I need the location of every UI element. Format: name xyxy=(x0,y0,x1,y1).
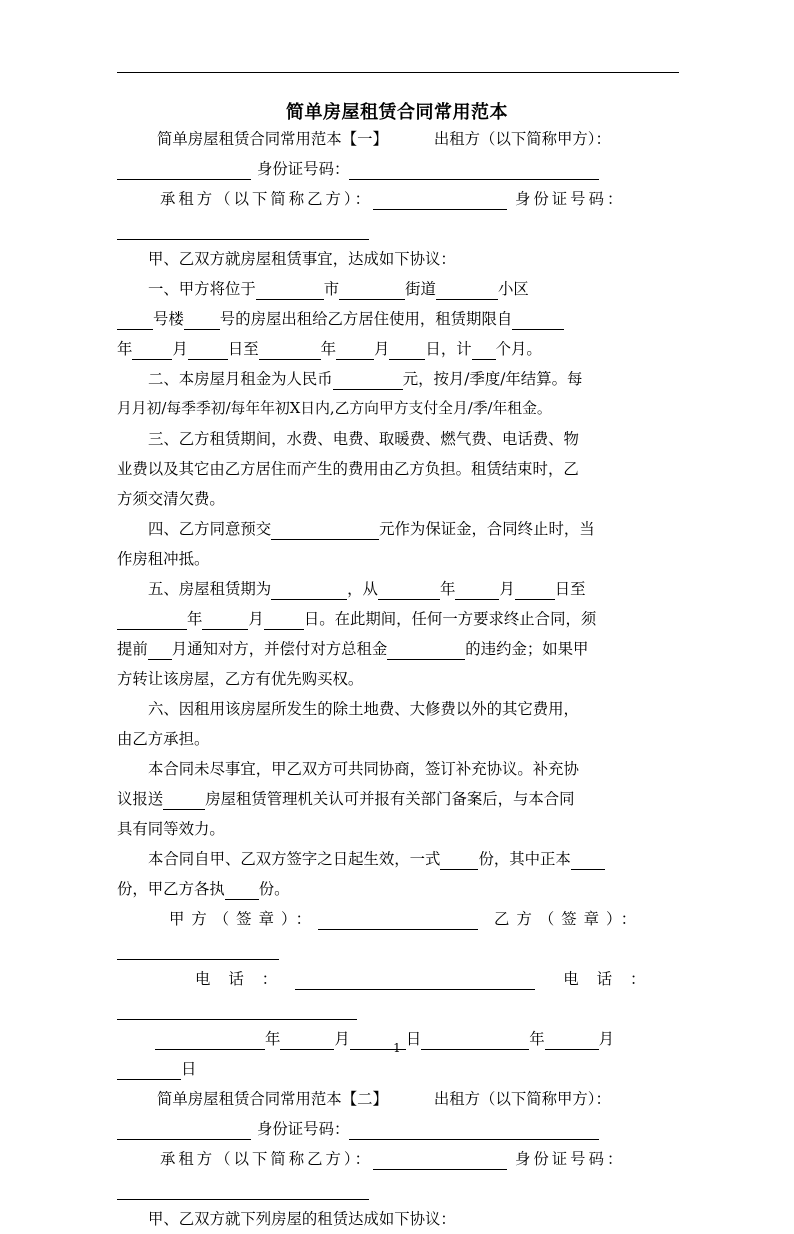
date-day2-label: 日 xyxy=(181,1060,197,1078)
building-blank xyxy=(117,309,153,330)
date-year2-label: 年 xyxy=(529,1030,545,1048)
clause-text: 份。 xyxy=(258,880,290,898)
template2-lessor-id-blank xyxy=(349,1119,599,1140)
lessee-id-label: 身份证号码： xyxy=(515,190,626,208)
template2-id-label: 身份证号码： xyxy=(257,1120,350,1138)
lessor-phone-label: 电话： xyxy=(195,970,296,988)
start-day-blank xyxy=(188,339,228,360)
clause8-line1 xyxy=(117,844,679,874)
lessor-id-blank xyxy=(349,159,599,180)
clause-text: 方转让该房屋，乙方有优先购买权。 xyxy=(117,670,364,688)
clause-text: 元，按月/季度/年结算。每 xyxy=(402,370,583,388)
clause5-line1 xyxy=(117,574,679,604)
rent-blank xyxy=(333,369,403,390)
date-month2-label: 月 xyxy=(598,1030,615,1048)
clause-text: 个月。 xyxy=(495,340,542,358)
clause-text: 月 xyxy=(172,340,188,358)
clause-text: ，从 xyxy=(347,580,378,598)
date-day2-blank xyxy=(117,1059,181,1080)
clause-text: 本合同自甲、乙双方签字之日起生效，一式 xyxy=(148,850,441,868)
clause-text: 元作为保证金，合同终止时，当 xyxy=(379,520,595,538)
template2-lessor-id-line xyxy=(117,1114,679,1144)
penalty-blank xyxy=(387,639,465,660)
lessor-phone-blank xyxy=(295,969,535,990)
street-prefix-blank xyxy=(339,279,405,300)
clause-text: 年 xyxy=(320,340,337,358)
header-rule xyxy=(117,72,679,73)
clause-text: 作房租冲抵。 xyxy=(117,550,210,568)
clause-text: 份，甲乙方各执 xyxy=(117,880,225,898)
clause5-line4 xyxy=(117,664,679,694)
clause2-line1 xyxy=(117,364,679,394)
clause8-line2 xyxy=(117,874,679,904)
template2-intro: 甲、乙双方就下列房屋的租赁达成如下协议： xyxy=(148,1210,456,1228)
template2-heading: 简单房屋租赁合同常用范本【二】 xyxy=(157,1090,388,1108)
clause-text: 年 xyxy=(439,580,456,598)
template2-heading-line xyxy=(117,1084,679,1114)
deposit-blank xyxy=(271,519,379,540)
clause-text: 日至 xyxy=(227,340,259,358)
clause7-line1 xyxy=(117,754,679,784)
signature-line xyxy=(117,904,679,934)
clause7-line2 xyxy=(117,784,679,814)
copies-blank xyxy=(440,849,478,870)
clause-text: 月 xyxy=(374,340,390,358)
lessor-signature-label: 甲方（签章）： xyxy=(169,910,319,928)
clause-text: 六、因租用该房屋所发生的除土地费、大修费以外的其它费用， xyxy=(148,700,579,718)
clause-text: 街道 xyxy=(405,280,436,298)
date-month-label: 月 xyxy=(334,1030,350,1048)
clause-text: 年 xyxy=(117,340,133,358)
template2-lessee-line xyxy=(117,1144,679,1174)
clause5-line3 xyxy=(117,634,679,664)
months-blank xyxy=(472,339,496,360)
clause-text: 方须交清欠费。 xyxy=(117,490,225,508)
clause-text: 议报送 xyxy=(117,790,164,808)
lessor-signature-blank xyxy=(318,909,478,930)
clause3-line2 xyxy=(117,454,679,484)
end-year-blank xyxy=(259,339,321,360)
clause3-line3 xyxy=(117,484,679,514)
lessor-id-line xyxy=(117,154,679,184)
lessee-label: 承租方（以下简称乙方）： xyxy=(160,190,373,208)
clause7-line3 xyxy=(117,814,679,844)
clause-text: 由乙方承担。 xyxy=(117,730,210,748)
clause-text: 业费以及其它由乙方居住而产生的费用由乙方负担。租赁结束时，乙 xyxy=(117,460,579,478)
clause-text: 月月初/每季季初/每年年初X日内,乙方向甲方支付全月/季/年租金。 xyxy=(117,400,552,417)
clause-text: 年 xyxy=(187,610,203,628)
date-day2-line xyxy=(117,1054,679,1084)
end-day-blank xyxy=(389,339,425,360)
lessee-phone-blank xyxy=(117,999,357,1020)
clause-text: 三、乙方租赁期间，水费、电费、取暖费、燃气费、电话费、物 xyxy=(148,430,579,448)
clause1-line1 xyxy=(117,274,679,304)
lessor-id-label: 身份证号码： xyxy=(257,160,350,178)
clause-text: 号楼 xyxy=(153,310,184,328)
clause-text: 月 xyxy=(499,580,515,598)
signature-blank-line xyxy=(117,934,679,964)
clause-text: 的违约金；如果甲 xyxy=(465,640,589,658)
clause2-line2 xyxy=(117,394,679,424)
term-end-day-blank xyxy=(264,609,304,630)
notice-months-blank xyxy=(148,639,172,660)
page-number: 1 xyxy=(393,1041,401,1055)
lessee-line xyxy=(117,184,679,214)
clause-text: 提前 xyxy=(117,640,148,658)
clause1-line3 xyxy=(117,334,679,364)
term-start-year-blank xyxy=(378,579,440,600)
clause-text: 具有同等效力。 xyxy=(117,820,225,838)
term-end-month-blank xyxy=(202,609,248,630)
date-year-label: 年 xyxy=(265,1030,281,1048)
clause6-line1 xyxy=(117,694,679,724)
term-blank xyxy=(271,579,347,600)
start-year-blank xyxy=(512,309,564,330)
clause-text: 本合同未尽事宜，甲乙双方可共同协商，签订补充协议。补充协 xyxy=(148,760,579,778)
template1-heading: 简单房屋租赁合同常用范本【一】 xyxy=(157,130,388,148)
template2-lessor-name-blank xyxy=(117,1119,251,1140)
originals-blank xyxy=(571,849,605,870)
clause-text: 一、甲方将位于 xyxy=(148,280,256,298)
template2-intro-line xyxy=(117,1204,679,1234)
agreement-intro: 甲、乙双方就房屋租赁事宜，达成如下协议： xyxy=(148,250,456,268)
street-blank xyxy=(436,279,498,300)
clause-text: 份，其中正本 xyxy=(478,850,571,868)
lessee-signature-blank xyxy=(117,939,279,960)
template2-lessee-name-blank xyxy=(373,1149,507,1170)
phone-blank-line xyxy=(117,994,679,1024)
document-title: 简单房屋租赁合同常用范本 xyxy=(286,102,508,123)
lessee-name-blank xyxy=(373,189,507,210)
lessor-name-blank xyxy=(117,159,251,180)
clause4-line2 xyxy=(117,544,679,574)
city-blank xyxy=(256,279,324,300)
lessee-phone-label: 电话： xyxy=(563,970,664,988)
template2-lessee-id-label: 身份证号码： xyxy=(515,1150,626,1168)
template2-lessee-id-blank-line xyxy=(117,1174,679,1204)
lessor-label: 出租方（以下简称甲方）： xyxy=(433,130,611,148)
clause-text: 四、乙方同意预交 xyxy=(148,520,272,538)
end-month-blank xyxy=(336,339,374,360)
clause-text: 月通知对方，并偿付对方总租金 xyxy=(171,640,388,658)
lessee-signature-label: 乙方（签章）： xyxy=(494,910,644,928)
clause-text: 小区 xyxy=(497,280,529,298)
each-copies-blank xyxy=(225,879,259,900)
authority-blank xyxy=(163,789,205,810)
clause1-line2 xyxy=(117,304,679,334)
date-day-label: 日 xyxy=(405,1030,422,1048)
clause3-line1 xyxy=(117,424,679,454)
lessee-id-blank xyxy=(117,219,369,240)
template1-heading-line xyxy=(117,124,679,154)
clause-text: 二、本房屋月租金为人民币 xyxy=(148,370,333,388)
template2-lessee-id-blank xyxy=(117,1179,369,1200)
term-start-month-blank xyxy=(455,579,499,600)
clause-text: 日。在此期间，任何一方要求终止合同，须 xyxy=(303,610,597,628)
clause4-line1 xyxy=(117,514,679,544)
unit-blank xyxy=(184,309,220,330)
term-end-year-blank xyxy=(117,609,187,630)
clause5-line2 xyxy=(117,604,679,634)
term-start-day-blank xyxy=(515,579,555,600)
phone-line xyxy=(117,964,679,994)
clause-text: 日，计 xyxy=(425,340,472,358)
start-month-blank xyxy=(132,339,172,360)
template2-lessor-label: 出租方（以下简称甲方）： xyxy=(433,1090,611,1108)
clause-text: 市 xyxy=(323,280,340,298)
clause-text: 日至 xyxy=(554,580,586,598)
clause-text: 号的房屋出租给乙方居住使用，租赁期限自 xyxy=(219,310,513,328)
template2-lessee-label: 承租方（以下简称乙方）： xyxy=(160,1150,373,1168)
clause6-line2 xyxy=(117,724,679,754)
lessee-id-blank-line xyxy=(117,214,679,244)
document-body xyxy=(117,124,679,1234)
intro-line xyxy=(117,244,679,274)
clause-text: 五、房屋租赁期为 xyxy=(148,580,272,598)
clause-text: 房屋租赁管理机关认可并报有关部门备案后，与本合同 xyxy=(205,790,575,808)
clause-text: 月 xyxy=(248,610,264,628)
